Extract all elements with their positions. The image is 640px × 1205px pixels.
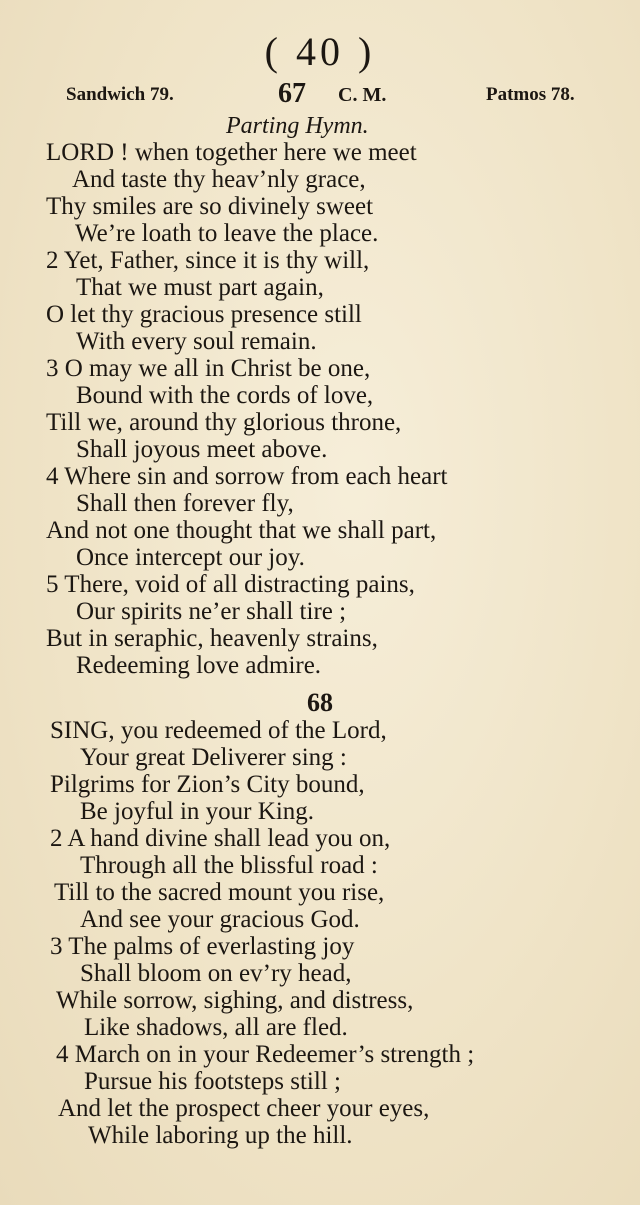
tune-name-left: Sandwich 79. <box>66 84 174 105</box>
meter-label: C. M. <box>338 84 387 106</box>
verse-line: Pilgrims for Zion’s City bound, <box>50 771 365 798</box>
verse-line: And let the prospect cheer your eyes, <box>58 1095 430 1122</box>
verse-line: 4 Where sin and sorrow from each heart <box>46 463 448 490</box>
verse-line: Shall bloom on ev’ry head, <box>80 960 352 987</box>
verse-line: We’re loath to leave the place. <box>75 220 379 247</box>
verse-line: Redeeming love admire. <box>76 652 322 679</box>
verse-line: But in seraphic, heavenly strains, <box>46 625 378 652</box>
verse-line: With every soul remain. <box>76 328 317 355</box>
verse-line: LORD ! when together here we meet <box>46 139 417 166</box>
verse-line: O let thy gracious presence still <box>46 301 362 328</box>
verse-line: And taste thy heav’nly grace, <box>72 166 366 193</box>
hymn-header <box>0 80 640 110</box>
verse-line: Our spirits ne’er shall tire ; <box>76 598 347 625</box>
verse-line: 3 The palms of everlasting joy <box>50 933 355 960</box>
verse-line: Thy smiles are so divinely sweet <box>46 193 374 220</box>
verse-line: 5 There, void of all distracting pains, <box>46 571 415 598</box>
verse-line: Bound with the cords of love, <box>76 382 374 409</box>
verse-line: 2 A hand divine shall lead you on, <box>50 825 391 852</box>
verse-line: While laboring up the hill. <box>88 1122 353 1149</box>
verse-line: Till we, around thy glorious throne, <box>46 409 402 436</box>
hymn-68-number: 68 <box>307 688 333 717</box>
verse-line: And not one thought that we shall part, <box>46 517 437 544</box>
verse-line: 4 March on in your Redeemer’s strength ; <box>56 1041 475 1068</box>
verse-line: Your great Deliverer sing : <box>80 744 347 771</box>
verse-line: Once intercept our joy. <box>76 544 305 571</box>
verse-line: 2 Yet, Father, since it is thy will, <box>46 247 370 274</box>
hymn-title: Parting Hymn. <box>226 113 369 139</box>
verse-line: Through all the blissful road : <box>80 852 378 879</box>
verse-line: Shall joyous meet above. <box>76 436 328 463</box>
hymn-number: 67 <box>278 78 306 109</box>
verse-line: Be joyful in your King. <box>80 798 315 825</box>
verse-line: SING, you redeemed of the Lord, <box>50 717 387 744</box>
verse-line: 3 O may we all in Christ be one, <box>46 355 371 382</box>
verse-line: Like shadows, all are fled. <box>84 1014 348 1041</box>
verse-line: While sorrow, sighing, and distress, <box>56 987 414 1014</box>
verse-line: Pursue his footsteps still ; <box>84 1068 341 1095</box>
verse-line: Shall then forever fly, <box>76 490 294 517</box>
verse-line: And see your gracious God. <box>80 906 360 933</box>
tune-name-right: Patmos 78. <box>486 84 575 105</box>
page-number: ( 40 ) <box>264 29 376 74</box>
verse-line: Till to the sacred mount you rise, <box>54 879 385 906</box>
verse-line: That we must part again, <box>76 274 324 301</box>
